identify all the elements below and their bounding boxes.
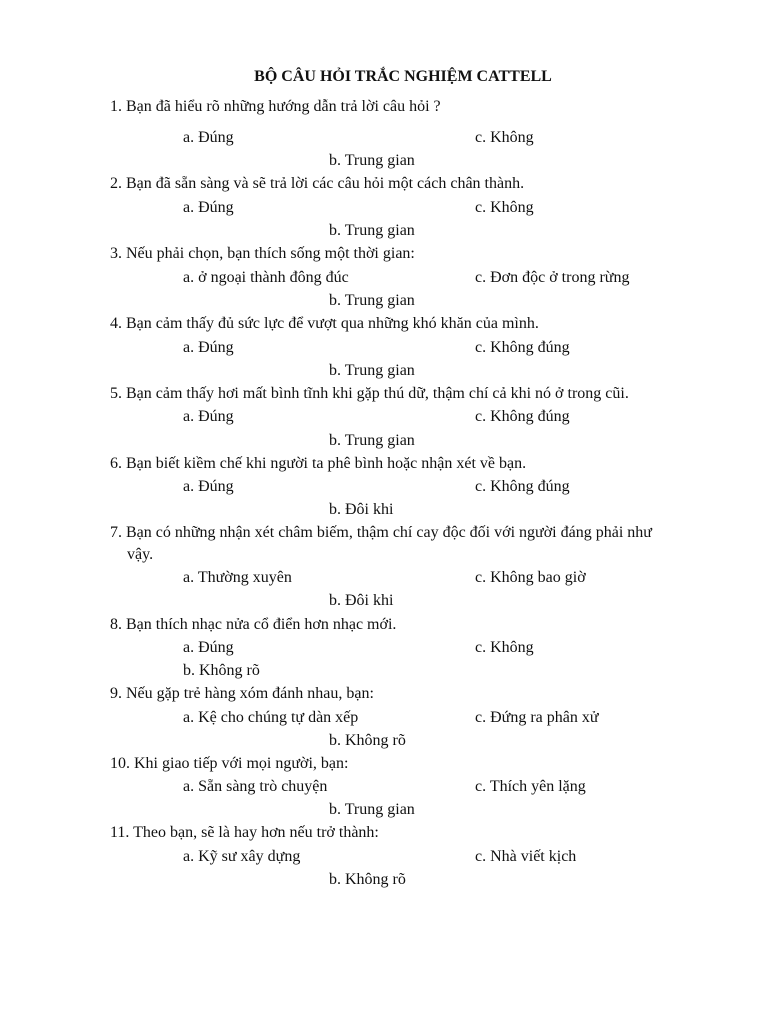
question-7-option-b: b. Đôi khi	[329, 592, 394, 609]
question-5: 5. Bạn cảm thấy hơi mất bình tĩnh khi gặp thú dữ, thậm chí cả khi nó ở trong cũi.	[110, 385, 629, 402]
question-2-option-b: b. Trung gian	[329, 222, 415, 239]
question-4-option-c: c. Không đúng	[475, 339, 570, 356]
question-3-option-a: a. ở ngoại thành đông đúc	[183, 269, 349, 286]
question-11: 11. Theo bạn, sẽ là hay hơn nếu trở thành:	[110, 824, 379, 841]
question-5-option-a: a. Đúng	[183, 408, 234, 425]
question-8-option-b: b. Không rõ	[183, 662, 260, 679]
question-6-option-c: c. Không đúng	[475, 478, 570, 495]
question-4-option-a: a. Đúng	[183, 339, 234, 356]
question-3-option-b: b. Trung gian	[329, 292, 415, 309]
question-2-option-a: a. Đúng	[183, 199, 234, 216]
question-6: 6. Bạn biết kiềm chế khi người ta phê bình hoặc nhận xét về bạn.	[110, 455, 527, 472]
question-10-option-b: b. Trung gian	[329, 801, 415, 818]
question-5-option-b: b. Trung gian	[329, 432, 415, 449]
question-3: 3. Nếu phải chọn, bạn thích sống một thời gian:	[110, 245, 415, 262]
question-11-option-b: b. Không rõ	[329, 871, 406, 888]
question-9-option-c: c. Đứng ra phân xử	[475, 709, 599, 726]
question-1-option-a: a. Đúng	[183, 129, 234, 146]
question-6-option-a: a. Đúng	[183, 478, 234, 495]
question-8-option-c: c. Không	[475, 639, 534, 656]
question-9-option-b: b. Không rõ	[329, 732, 406, 749]
question-10-option-c: c. Thích yên lặng	[475, 778, 586, 795]
question-9-option-a: a. Kệ cho chúng tự dàn xếp	[183, 709, 359, 726]
question-3-option-c: c. Đơn độc ở trong rừng	[475, 269, 630, 286]
question-2-option-c: c. Không	[475, 199, 534, 216]
question-4: 4. Bạn cảm thấy đủ sức lực để vượt qua những khó khăn của mình.	[110, 315, 539, 332]
question-7-option-c: c. Không bao giờ	[475, 569, 586, 586]
question-1-option-c: c. Không	[475, 129, 534, 146]
question-8: 8. Bạn thích nhạc nửa cổ điển hơn nhạc mới.	[110, 616, 397, 633]
question-9: 9. Nếu gặp trẻ hàng xóm đánh nhau, bạn:	[110, 685, 374, 702]
question-4-option-b: b. Trung gian	[329, 362, 415, 379]
question-1: 1. Bạn đã hiểu rõ những hướng dẫn trả lời câu hỏi ?	[110, 98, 441, 115]
question-6-option-b: b. Đôi khi	[329, 501, 394, 518]
question-7-line-1: 7. Bạn có những nhận xét châm biếm, thậm chí cay độc đối với người đáng phải như	[110, 524, 652, 541]
question-1-option-b: b. Trung gian	[329, 152, 415, 169]
question-8-option-a: a. Đúng	[183, 639, 234, 656]
question-10: 10. Khi giao tiếp với mọi người, bạn:	[110, 755, 349, 772]
question-7-option-a: a. Thường xuyên	[183, 569, 292, 586]
question-2: 2. Bạn đã sẵn sàng và sẽ trả lời các câu hỏi một cách chân thành.	[110, 175, 525, 192]
document-title: BỘ CÂU HỎI TRẮC NGHIỆM CATTELL	[254, 68, 552, 85]
question-10-option-a: a. Sẵn sàng trò chuyện	[183, 778, 328, 795]
question-7-line-2: vậy.	[127, 546, 154, 563]
question-5-option-c: c. Không đúng	[475, 408, 570, 425]
question-11-option-c: c. Nhà viết kịch	[475, 848, 577, 865]
question-11-option-a: a. Kỹ sư xây dựng	[183, 848, 301, 865]
